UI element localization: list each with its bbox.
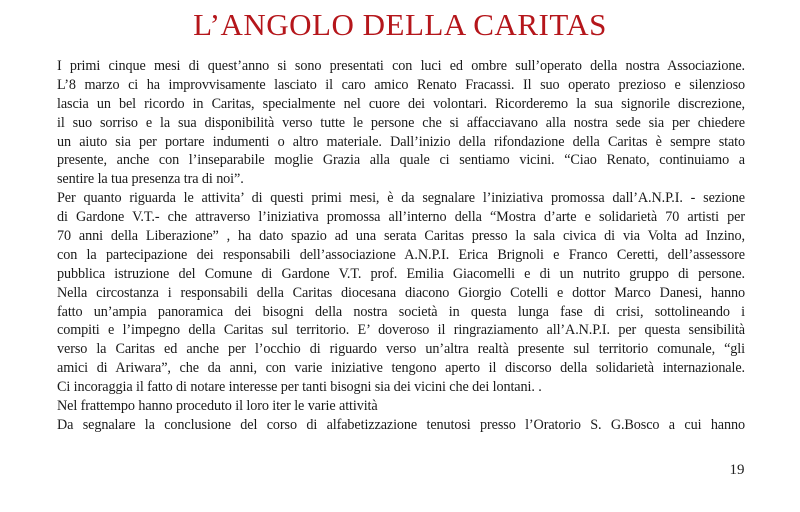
body-line: sentire la tua presenza tra di noi”. [57, 171, 244, 188]
body-line: Da segnalare la conclusione del corso di alfabetizzazione tenutosi presso l’Oratorio S. G.Bosco a cui hanno [57, 416, 745, 433]
body-line: il suo sorriso e la sua disponibilità verso tutte le persone che si affacciavano alla nostra sede sia per chiedere [57, 114, 745, 131]
body-line: Ci incoraggia il fatto di notare interesse per tanti bisogni sia dei vicini che dei lontani. . [57, 379, 542, 396]
body-line: pubblica istruzione del Comune di Gardone V.T. prof. Emilia Giacomelli e di un nutrito gruppo di persone. [57, 265, 745, 282]
body-line: 70 anni della Liberazione” , ha dato spazio ad una serata Caritas presso la sala civica di via Volta ad Inzino, [57, 228, 745, 245]
article-body [57, 57, 745, 435]
body-line: L’8 marzo ci ha improvvisamente lasciato il caro amico Renato Fracassi. Il suo operato prezioso e silenzioso [57, 76, 745, 93]
body-line: fatto un’ampia panoramica dei bisogni della nostra società in questa lunga fase di crisi, sottolineando i [57, 303, 745, 320]
page-number: 19 [729, 462, 745, 478]
body-line: Nella circostanza i responsabili della Caritas diocesana diacono Giorgio Cotelli e dottor Marco Danesi, hanno [57, 284, 745, 301]
body-line: I primi cinque mesi di quest’anno si sono presentati con luci ed ombre sull’operato della nostra Associazione. [57, 58, 745, 74]
body-line: Nel frattempo hanno proceduto il loro iter le varie attività [57, 398, 378, 415]
body-line: Per quanto riguarda le attivita’ di questi primi mesi, è da segnalare l’iniziativa promossa dall’A.N.P.I. - sezione [57, 190, 745, 207]
body-line: verso la Caritas ed anche per l’occhio di riguardo verso un’altra realtà presente sul territorio comunale, “gli [57, 341, 745, 358]
body-line: presente, anche con l’inseparabile moglie Grazia alla quale ci sentiamo vicini. “Ciao Renato, continuiamo a [57, 152, 745, 169]
article-title: L’ANGOLO DELLA CARITAS [193, 7, 607, 42]
body-line: compiti e l’impegno della Caritas sul territorio. E’ doveroso il ringraziamento all’A.N.P.I. per questa sensibilità [57, 322, 745, 339]
body-line: con la partecipazione dei responsabili dell’associazione A.N.P.I. Erica Brignoli e Franco Ceretti, dell’assessore [57, 246, 745, 263]
body-line: lascia un bel ricordo in Caritas, specialmente nel cuore dei volontari. Ricorderemo la sua signorile discrezione, [57, 95, 745, 112]
body-line: amici di Ariwara”, che da anni, con varie iniziative tengono aperto il discorso della solidarietà internazionale. [57, 360, 745, 377]
body-line: di Gardone V.T.- che attraverso l’iniziativa promossa all’interno della “Mostra d’arte e solidarietà 70 artisti per [57, 209, 745, 226]
body-line: un aiuto sia per portare indumenti o altro materiale. Dall’inizio della rifondazione della Caritas è sempre stato [57, 133, 745, 150]
